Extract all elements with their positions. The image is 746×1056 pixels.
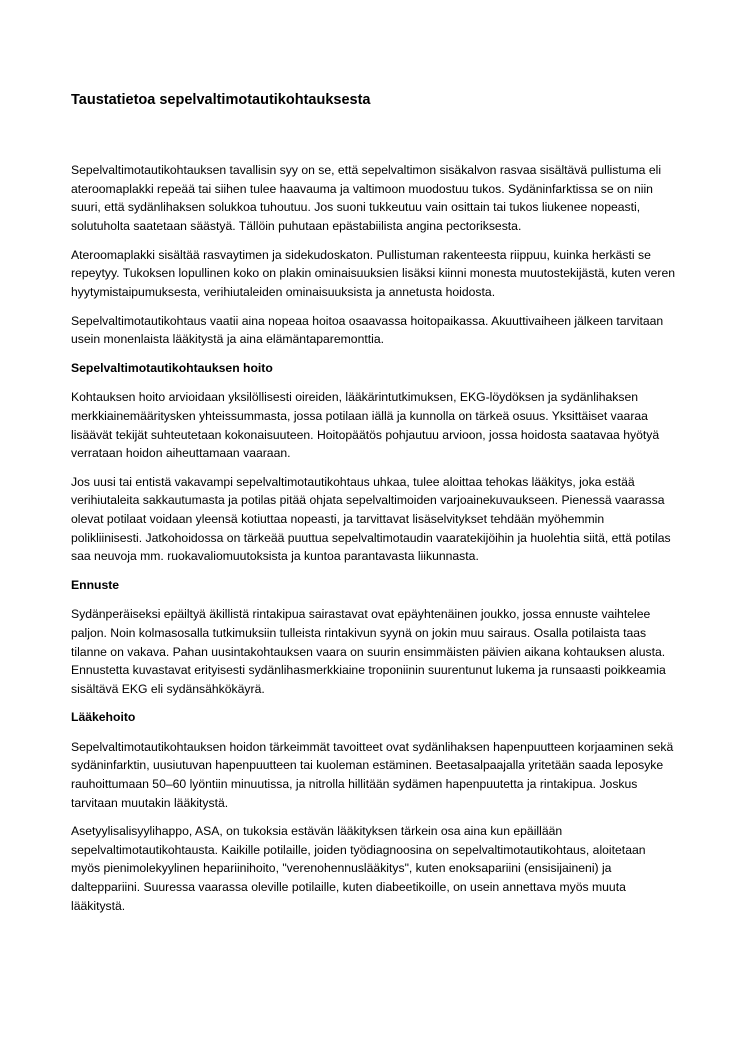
intro-paragraph: Ateroomaplakki sisältää rasvaytimen ja sidekudoskaton. Pullistuman rakenteesta riippuu, kuinka herkästi se repeytyy. Tukoksen lopullinen koko on plakin ominaisuuksien lisäksi kiinni monesta muutostekijästä, kuten veren hyytymistaipumuksesta, verihiutaleiden ominaisuuksista ja annetusta hoidosta. <box>71 247 676 299</box>
section-heading-hoito: Sepelvaltimotautikohtauksen hoito <box>71 360 273 375</box>
intro-paragraph: Sepelvaltimotautikohtauksen tavallisin syy on se, että sepelvaltimon sisäkalvon rasvaa sisältävä pullistuma eli ateroomaplakki repeää tai siihen tulee haavauma ja valtimoon muodostuu tukos. Sydäninfarktissa se on niin suuri, että sydänlihaksen solukkoa tuhoutuu. Jos suoni tukkeutuu vain osittain tai tukos liukenee nopeasti, solutuholta saatetaan säästyä. Tällöin puhutaan epästabiilista angina pectoriksesta. <box>71 163 662 234</box>
intro-paragraph: Sepelvaltimotautikohtaus vaatii aina nopeaa hoitoa osaavassa hoitopaikassa. Akuuttivaiheen jälkeen tarvitaan usein monenlaista lääkitystä ja aina elämäntaparemonttia. <box>71 313 664 347</box>
section-paragraph: Asetyylisalisyylihappo, ASA, on tukoksia estävän lääkityksen tärkein osa aina kun epäillään sepelvaltimotautikohtausta. Kaikille potilaille, joiden työdiagnoosina on sepelvaltimotautikohtaus, aloitetaan myös pienimolekyylinen hepariinihoito, "verenohennuslääkitys", kuten enoksapariini (ensisijaineni) ja dalteppariini. Suuressa vaarassa oleville potilaille, kuten diabeetikoille, on usein annettava myös muuta lääkitystä. <box>71 824 646 913</box>
section-paragraph: Sydänperäiseksi epäiltyä äkillistä rintakipua sairastavat ovat epäyhtenäinen joukko, jossa ennuste vaihtelee paljon. Noin kolmasosalla tutkimuksiin tulleista rintakivun syynä on jokin muu sairaus. Osalla potilaista taas tilanne on vakava. Pahan uusintakohtauksen vaara on suurin ensimmäisten päivien aikana kohtauksen alusta. Ennustetta kuvastavat erityisesti sydänlihasmerkkiaine troponiinin suurentunut lukema ja runsaasti poikkeamia sisältävä EKG eli sydänsähkökäyrä. <box>71 607 666 696</box>
section-paragraph: Sepelvaltimotautikohtauksen hoidon tärkeimmät tavoitteet ovat sydänlihaksen hapenpuutteen korjaaminen sekä sydäninfarktin, uusiutuvan hapenpuutteen tai kuoleman estäminen. Beetasalpaajalla yritetään saada leposyke rauhoittumaan 50–60 lyöntiin minuutissa, ja nitrolla hillitään sydämen hapenpuutetta ja rintakipua. Joskus tarvitaan muutakin lääkitystä. <box>71 739 674 810</box>
section-paragraph: Jos uusi tai entistä vakavampi sepelvaltimotautikohtaus uhkaa, tulee aloittaa tehokas lääkitys, joka estää verihiutaleita sakkautumasta ja potilas pitää ohjata sepelvaltimoiden varjoainekuvaukseen. Pienessä vaarassa olevat potilaat voidaan yleensä kotiuttaa nopeasti, ja tarvittavat lisäselvitykset tehdään myöhemmin polikliinisesti. Jatkohoidossa on tärkeää puuttua sepelvaltimotaudin vaaratekijöihin ja huolehtia siitä, että potilas saa neuvoja mm. ruokavaliomuutoksista ja kuntoa parantavasta liikunnasta. <box>71 474 671 564</box>
section-heading-laakehoito: Lääkehoito <box>71 710 136 725</box>
document-title: Taustatietoa sepelvaltimotautikohtauksesta <box>71 92 371 108</box>
document-body <box>71 90 677 925</box>
section-heading-ennuste: Ennuste <box>71 577 120 592</box>
section-paragraph: Kohtauksen hoito arvioidaan yksilöllisesti oireiden, lääkärintutkimuksen, EKG-löydöksen ja sydänlihaksen merkkiainemääritysken yhteissummasta, jossa potilaan iällä ja kunnolla on tärkeä osuus. Yksittäiset vaaraa lisäävät tekijät suhteutetaan kokonaisuuteen. Hoitopäätös pohjautuu arvioon, jossa hoidosta saatavaa hyötyä verrataan hoidon aiheuttamaan vaaraan. <box>71 390 660 461</box>
